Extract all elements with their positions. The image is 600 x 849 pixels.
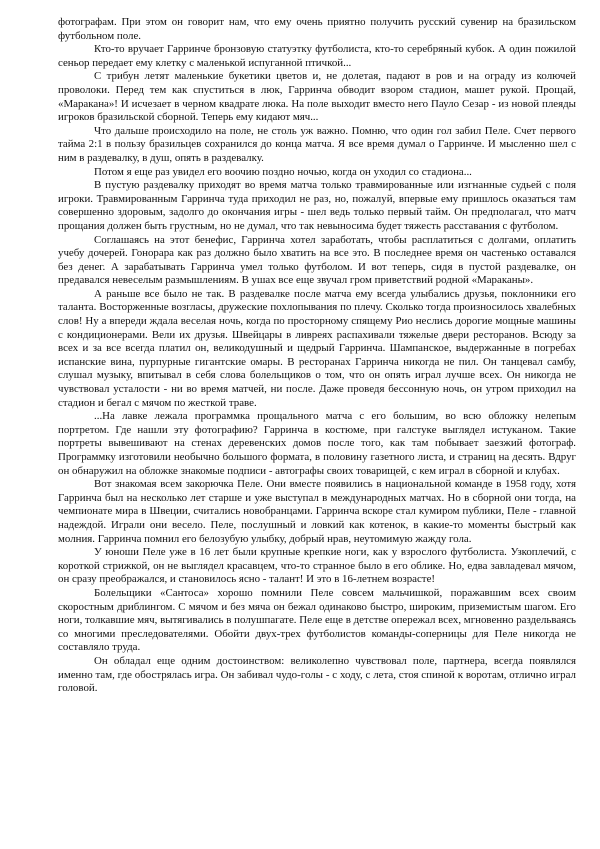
paragraph: Болельщики «Сантоса» хорошо помнили Пеле совсем мальчишкой, поражавшим всех своим скоростным дриблингом. С мячом и без мяча он бежал одинаково быстро, широким, приземистым шагом. Его ноги, толкавшие мяч, вытягивались в полушпагате. Пеле еще в детстве опережал всех, мгновенно раздельваясь со многими преследователями. Обойти двух-трех футболистов команды-соперницы для Пеле никогда не составляло труда.	[58, 586, 576, 654]
paragraph: У юноши Пеле уже в 16 лет были крупные крепкие ноги, как у взрослого футболиста. Узкоплечий, с короткой стрижкой, он не выглядел красавцем, что-то странное было в его облике. Но, едва завладевал мячом, он сразу преображался, и становилось ясно - талант! И это в 16-летнем возрасте!	[58, 546, 576, 586]
paragraph: Потом я еще раз увидел его воочию поздно ночью, когда он уходил со стадиона...	[94, 165, 472, 178]
paragraph: фотографам. При этом он говорит нам, что ему очень приятно получить русский сувенир на бразильском футбольном поле.	[58, 16, 576, 42]
paragraph: Кто-то вручает Гарринче бронзовую статуэтку футболиста, кто-то серебряный кубок. А один пожилой сеньор передает ему клетку с маленькой испуганной птичкой...	[58, 43, 576, 69]
paragraph: С трибун летят маленькие букетики цветов и, не долетая, падают в ров и на ограду из колючей проволоки. Перед тем как спуститься в люк, Гарринча обводит взором стадион, машет рукой. Прощай, «Маракана»! И исчезает в черном квадрате люка. На поле выходит вместо него Пауло Сезар - из новой плеяды игроков бразильской сборной. Теперь ему кидают мяч...	[58, 70, 576, 124]
paragraph: В пустую раздевалку приходят во время матча только травмированные или изгнанные судьей с поля игроки. Травмированным Гарринча туда приходил не раз, но, пожалуй, впервые ему пришлось оказаться там совершенно здоровым, задолго до окончания игры - шел ведь только первый тайм. Он предполагал, что матч прощания должен быть грустным, но не думал, что так невыносима будет тяжесть расставания с футболом.	[58, 179, 576, 232]
paragraph: Вот знакомая всем закорючка Пеле. Они вместе появились в национальной команде в 1958 году, хотя Гарринча был на несколько лет старше и уже выступал в международных матчах. Но в сборной они тогда, на чемпионате мира в Швеции, считались новобранцами. Гарринча вскоре стал кумиром публики, Пеле - главной надеждой. Играли они весело. Пеле, послушный и ловкий как котенок, в какие-то моменты быстрый как молния. Гарринча помнил его белозубую улыбку, добрый нрав, неутомимую жажду гола.	[58, 478, 576, 545]
paragraph: А раньше все было не так. В раздевалке после матча ему всегда улыбались друзья, поклонники его таланта. Восторженные возгласы, дружеские похлопывания по плечу. Сколько тогда произносилось хвалебных слов! Ну а впереди ждала веселая ночь, когда по просторному спящему Рио неслись дорогие мощные машины с кондиционерами. Вели их друзья. Швейцары в ливреях распахивали тяжелые двери ресторанов. Всюду за всех и за все всегда платил он, великодушный и щедрый Гарринча. Шампанское, выдержанные в погребах испанские вина, пурпурные гигантские омары. В ресторанах Гарринча никогда не пил. Он танцевал самбу, слушал музыку, впитывал в себя слова болельщиков о том, что он опять играл лучше всех. Он никогда не чувствовал усталости - ни во время матчей, ни после. Даже проведя бессонную ночь, он утром приходил на стадион и бегал с мячом по жесткой траве.	[58, 287, 576, 409]
paragraph: Соглашаясь на этот бенефис, Гарринча хотел заработать, чтобы расплатиться с долгами, оплатить учебу дочерей. Гонорара как раз должно было хватить на все это. В последнее время он частенько оставался без денег. А зарабатывать Гарринча умел только футболом. И вот теперь, сидя в пустой раздевалке, он предавался невеселым размышлениям. В ушах все еще звучал гром приветствий родной «Мараканы».	[58, 233, 576, 287]
paragraph: Он обладал еще одним достоинством: великолепно чувствовал поле, партнера, всегда появлялся именно там, где обострялась игра. Он забивал чудо-голы - с ходу, с лета, стоя спиной к воротам, отлично играл головой.	[58, 654, 576, 695]
paragraph: ...На лавке лежала программка прощального матча с его большим, во всю обложку нелепым портретом. Где нашли эту фотографию? Гарринча в костюме, при галстуке выглядел истуканом. Такие портреты вывешивают на стенах деревенских домов после того, как там побывает заезжий фотограф. Программку изготовили необычно большого формата, в половину газетного листа, и страниц на десять. Вдруг он обнаружил на обложке знакомые подписи - автографы своих товарищей, с кем играл в сборной и клубах.	[58, 410, 576, 477]
paragraph: Что дальше происходило на поле, не столь уж важно. Помню, что один гол забил Пеле. Счет первого тайма 2:1 в пользу бразильцев сохранился до конца матча. Я все время думал о Гарринче. И мысленно шел с ним в раздевалку, в душ, опять в раздевалку.	[58, 124, 576, 164]
